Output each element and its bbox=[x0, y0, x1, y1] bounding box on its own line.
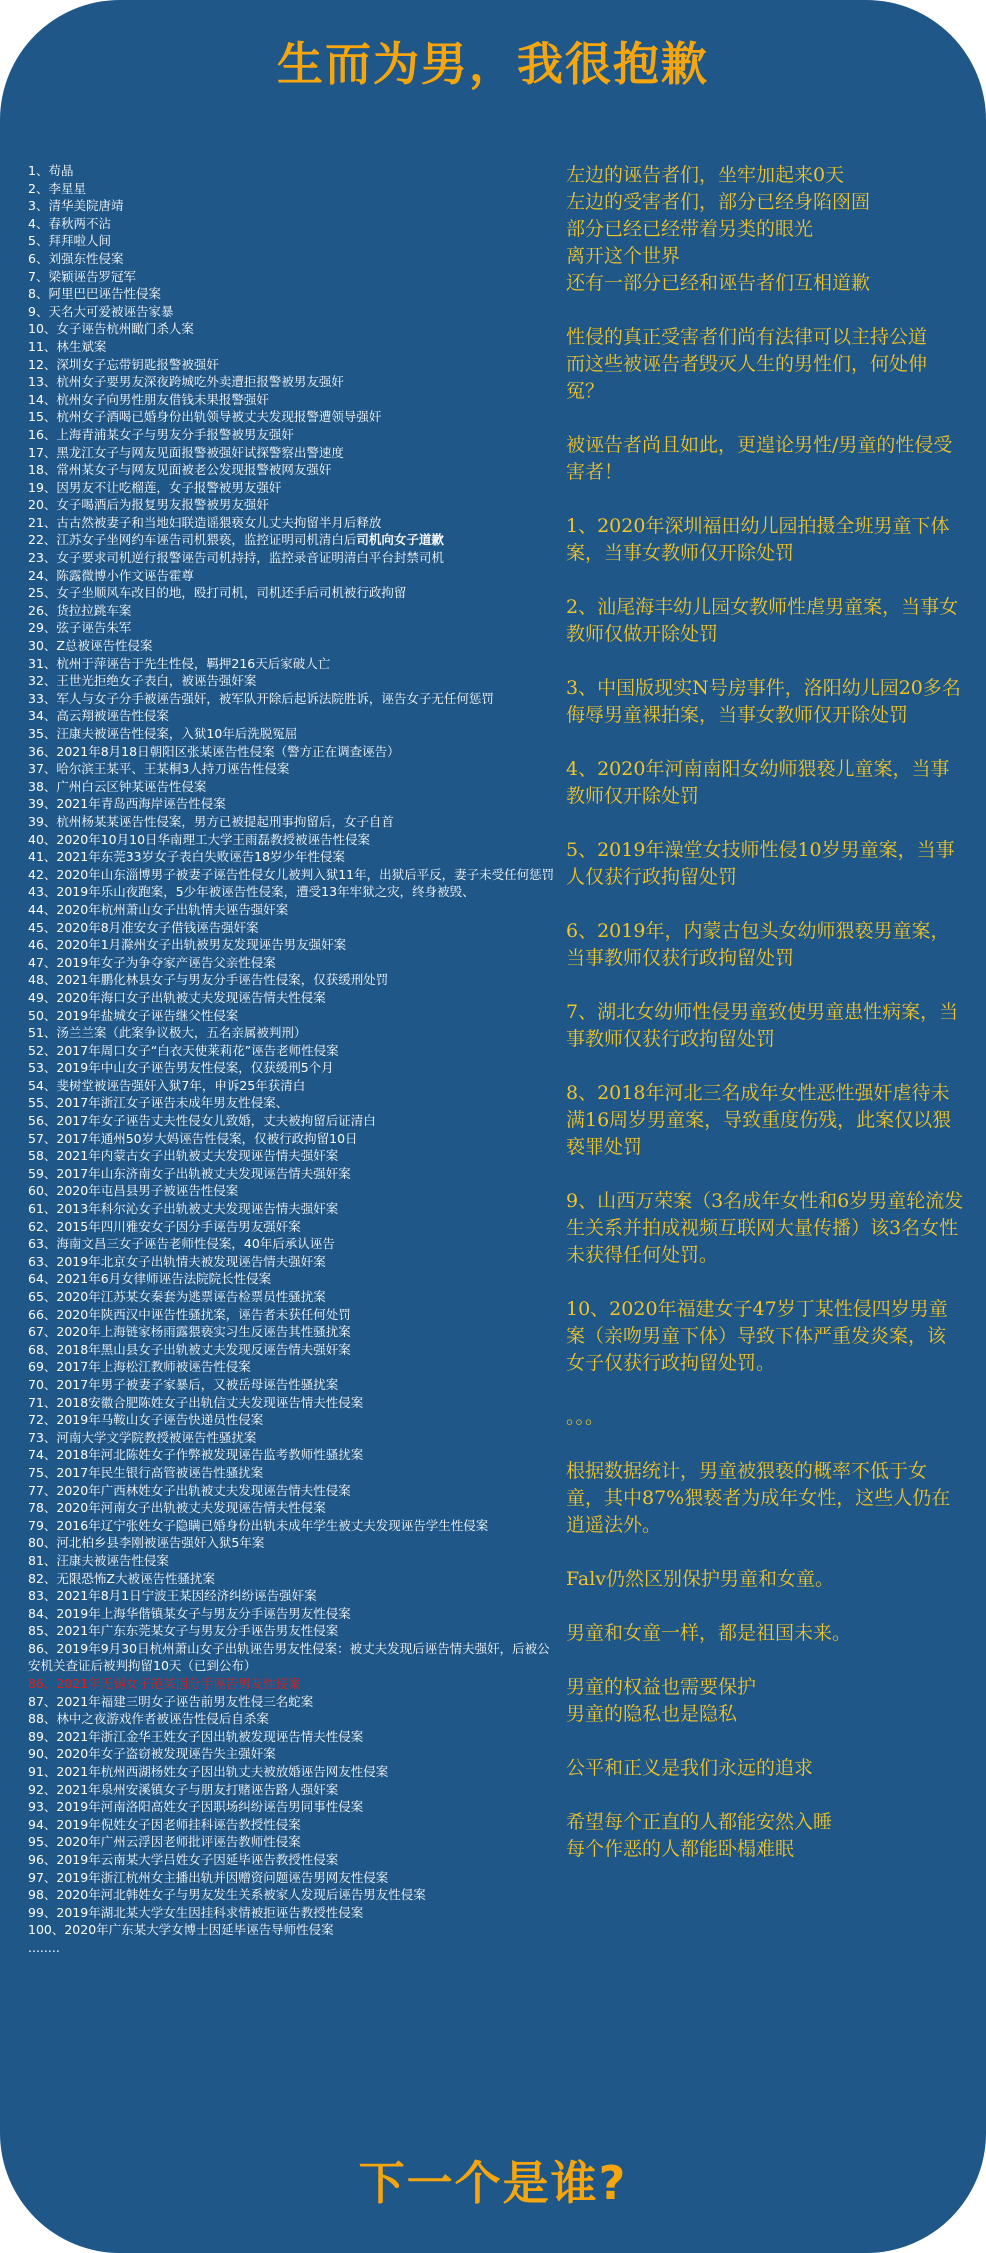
case-list-item bbox=[28, 743, 558, 761]
case-text: 90、2020年女子盗窃被发现诬告失主强奸案 bbox=[28, 1746, 276, 1762]
case-item-9: 9、山西万荣案（3名成年女性和6岁男童轮流发生关系并拍成视频互联网大量传播）该3名女性未获得任何处罚。 bbox=[566, 1190, 964, 1266]
case-list-item bbox=[28, 567, 558, 585]
case-text: 25、女子坐顺风车改目的地，殴打司机，司机还手后司机被行政拘留 bbox=[28, 585, 407, 601]
case-text: 54、斐树堂被诬告强奸入狱7年，申诉25年获清白 bbox=[28, 1077, 306, 1093]
case-list-item bbox=[28, 1429, 558, 1447]
case-list-item bbox=[28, 1182, 558, 1200]
case-text: 73、河南大学文学院教授被诬告性骚扰案 bbox=[28, 1429, 257, 1445]
case-text: 30、Z总被诬告性侵案 bbox=[28, 638, 153, 654]
case-text: 12、深圳女子忘带钥匙报警被强奸 bbox=[28, 356, 219, 372]
case-list-item bbox=[28, 1235, 558, 1253]
case-list-item bbox=[28, 1376, 558, 1394]
case-text: 77、2020年广西林姓女子出轨被丈夫发现诬告情夫性侵案 bbox=[28, 1482, 351, 1498]
case-list-item bbox=[28, 268, 558, 286]
ellipsis-dots: 。。。 bbox=[566, 1406, 605, 1428]
case-text: 75、2017年民生银行高管被诬告性骚扰案 bbox=[28, 1464, 264, 1480]
case-list-item bbox=[28, 936, 558, 954]
case-list-item bbox=[28, 1534, 558, 1552]
case-text: 60、2020年屯昌县男子被诬告性侵案 bbox=[28, 1183, 239, 1199]
case-list-item bbox=[28, 795, 558, 813]
case-text: 62、2015年四川雅安女子因分手诬告男友强奸案 bbox=[28, 1218, 301, 1234]
case-list-item bbox=[28, 602, 558, 620]
case-text: 26、货拉拉跳车案 bbox=[28, 602, 132, 618]
case-text: 94、2019年倪姓女子因老师挂科诬告教授性侵案 bbox=[28, 1816, 301, 1832]
case-text: 3、清华美院唐靖 bbox=[28, 198, 124, 214]
case-text: 81、汪康夫被诬告性侵案 bbox=[28, 1552, 169, 1568]
case-text: 71、2018安徽合肥陈姓女子出轨信丈夫发现诬告情夫性侵案 bbox=[28, 1394, 364, 1410]
case-text: 4、春秋两不沾 bbox=[28, 215, 111, 231]
case-text: 79、2016年辽宁张姓女子隐瞒已婚身份出轨未成年学生被丈夫发现诬告学生性侵案 bbox=[28, 1517, 489, 1533]
case-list-item bbox=[28, 954, 558, 972]
case-text: 97、2019年浙江杭州女主播出轨并因赠资问题诬告男网友性侵案 bbox=[28, 1869, 389, 1885]
case-text: 84、2019年上海华偕镇某女子与男友分手诬告男友性侵案 bbox=[28, 1605, 351, 1621]
law-paragraph: Falv仍然区别保护男童和女童。 bbox=[566, 1568, 835, 1590]
case-list-item bbox=[28, 1165, 558, 1183]
case-text: 5、拜拜啦人间 bbox=[28, 233, 111, 249]
case-list-item bbox=[28, 1710, 558, 1728]
case-list-item bbox=[28, 1394, 558, 1412]
case-list-item bbox=[28, 1833, 558, 1851]
case-list-item bbox=[28, 479, 558, 497]
case-text: 31、杭州于萍诬告于先生性侵，羁押216天后家破人亡 bbox=[28, 655, 331, 671]
case-text: 89、2021年浙江金华王姓女子因出轨被发现诬告情夫性侵案 bbox=[28, 1728, 364, 1744]
case-list-item bbox=[28, 1499, 558, 1517]
case-text: 9、天名大可爱被诬告家暴 bbox=[28, 303, 174, 319]
case-list-item bbox=[28, 707, 558, 725]
case-text: 7、梁颖诬告罗冠军 bbox=[28, 268, 136, 284]
case-text: 86、2021年无锡女子范某因分手诬告男友性侵案 bbox=[28, 1676, 301, 1692]
case-list-item bbox=[28, 320, 558, 338]
case-text: 40、2020年10月10日华南理工大学王雨磊教授被诬告性侵案 bbox=[28, 831, 371, 847]
case-list-item bbox=[28, 866, 558, 884]
case-text: 24、陈露微博小作文诬告霍尊 bbox=[28, 567, 194, 583]
case-highlight: 司机向女子道歉 bbox=[356, 532, 444, 548]
intro-line: 还有一部分已经和诬告者们互相道歉 bbox=[566, 272, 871, 294]
case-list-item bbox=[28, 1781, 558, 1799]
case-list-item bbox=[28, 725, 558, 743]
wish-paragraph bbox=[566, 1809, 964, 1863]
case-text: 58、2021年内蒙古女子出轨被丈夫发现诬告情夫强奸案 bbox=[28, 1148, 339, 1164]
case-text: 59、2017年山东济南女子出轨被丈夫发现诬告情夫强奸案 bbox=[28, 1165, 351, 1181]
case-list-item bbox=[28, 1886, 558, 1904]
case-text: 51、汤兰兰案（此案争议极大，五名亲属被判刑） bbox=[28, 1025, 307, 1041]
case-text: 46、2020年1月滁州女子出轨被男友发现诬告男友强奸案 bbox=[28, 937, 347, 953]
case-list-item bbox=[28, 1605, 558, 1623]
case-text: 99、2019年湖北某大学女生因挂科求情被拒诬告教授性侵案 bbox=[28, 1904, 364, 1920]
wish-line: 每个作恶的人都能卧榻难眠 bbox=[566, 1838, 795, 1860]
case-text: 55、2017年浙江女子诬告未成年男友性侵案、 bbox=[28, 1095, 289, 1111]
case-text: 57、2017年通州50岁大妈诬告性侵案，仅被行政拘留10日 bbox=[28, 1130, 358, 1146]
case-list-item bbox=[28, 232, 558, 250]
case-list-item bbox=[28, 690, 558, 708]
case-text: 20、女子喝酒后为报复男友报警被男友强奸 bbox=[28, 497, 269, 513]
case-item-6: 6、2019年，内蒙古包头女幼师猥亵男童案，当事教师仅获行政拘留处罚 bbox=[566, 920, 950, 969]
case-list-item bbox=[28, 338, 558, 356]
case-list-item bbox=[28, 1218, 558, 1236]
case-text: 36、2021年8月18日朝阳区张某诬告性侵案（警方正在调查诬告） bbox=[28, 743, 400, 759]
case-list-item bbox=[28, 1288, 558, 1306]
case-list-item bbox=[28, 1640, 558, 1675]
case-text: 98、2020年河北韩姓女子与男友发生关系被家人发现后诬告男友性侵案 bbox=[28, 1887, 426, 1903]
rights-line: 男童的权益也需要保护 bbox=[566, 1676, 757, 1698]
rights-paragraph bbox=[566, 1674, 964, 1728]
case-list-item bbox=[28, 391, 558, 409]
case-text: 2、李星星 bbox=[28, 180, 86, 196]
case-text: 63、海南文昌三女子诬告老师性侵案，40年后承认诬告 bbox=[28, 1236, 335, 1252]
case-text: 8、阿里巴巴诬告性侵案 bbox=[28, 286, 161, 302]
case-list-item bbox=[28, 1728, 558, 1746]
case-list-item bbox=[28, 1693, 558, 1711]
case-list-item bbox=[28, 1358, 558, 1376]
case-list-item bbox=[28, 514, 558, 532]
wish-line: 希望每个正直的人都能安然入睡 bbox=[566, 1811, 833, 1833]
case-text: 38、广州白云区钟某诬告性侵案 bbox=[28, 778, 207, 794]
case-text: 44、2020年杭州萧山女子出轨情夫诬告强奸案 bbox=[28, 901, 289, 917]
case-text: 65、2020年江苏某女秦套为逃票诬告检票员性骚扰案 bbox=[28, 1289, 326, 1304]
case-item-5: 5、2019年澡堂女技师性侵10岁男童案，当事人仅获行政拘留处罚 bbox=[566, 839, 955, 888]
case-text: 14、杭州女子向男性朋友借钱未果报警强奸 bbox=[28, 391, 269, 407]
case-list-item bbox=[28, 1411, 558, 1429]
case-text: 32、王世光拒绝女子表白，被诬告强奸案 bbox=[28, 673, 257, 689]
case-list-item bbox=[28, 1306, 558, 1324]
case-text: 88、林中之夜游戏作者被诬告性侵后自杀案 bbox=[28, 1711, 269, 1727]
case-text: 66、2020年陕西汉中诬告性骚扰案，诬告者未获任何处罚 bbox=[28, 1306, 351, 1322]
case-list-item bbox=[28, 1270, 558, 1288]
case-list-item bbox=[28, 813, 558, 831]
case-text: 17、黑龙江女子与网友见面报警被强奸试探警察出警速度 bbox=[28, 444, 344, 460]
case-list-item bbox=[28, 831, 558, 849]
case-text: 48、2021年鹏化林县女子与男友分手诬告性侵案，仅获缓刑处罚 bbox=[28, 972, 389, 988]
case-text: 29、弦子诬告朱军 bbox=[28, 620, 132, 636]
case-text: 37、哈尔滨王某平、王某桐3人持刀诬告性侵案 bbox=[28, 761, 290, 777]
case-text: ........ bbox=[28, 1939, 60, 1955]
case-list-item bbox=[28, 444, 558, 462]
case-list-item bbox=[28, 356, 558, 374]
case-text: 47、2019年女子为争夺家产诬告父亲性侵案 bbox=[28, 954, 276, 970]
case-text: 82、无限恐怖Z大被诬告性骚扰案 bbox=[28, 1570, 215, 1586]
case-text: 74、2018年河北陈姓女子作弊被发现诬告监考教师性骚扰案 bbox=[28, 1447, 364, 1463]
case-list-item bbox=[28, 531, 558, 549]
case-text: 43、2019年乐山夜跑案，5少年被诬告性侵案，遭受13年牢狱之灾，终身被毁、 bbox=[28, 884, 475, 900]
case-list bbox=[28, 162, 558, 1957]
case-list-item bbox=[28, 1059, 558, 1077]
case-item-3: 3、中国版现实N号房事件，洛阳幼儿园20多名侮辱男童裸拍案，当事女教师仅开除处罚 bbox=[566, 677, 961, 726]
case-text: 21、古古然被妻子和当地妇联造谣猥亵女儿丈夫拘留半月后释放 bbox=[28, 514, 382, 530]
case-list-item bbox=[28, 1798, 558, 1816]
case-list-item bbox=[28, 1147, 558, 1165]
case-list-item bbox=[28, 1094, 558, 1112]
case-text: 63、2019年北京女子出轨情夫被发现诬告情夫强奸案 bbox=[28, 1253, 326, 1269]
case-list-item bbox=[28, 285, 558, 303]
case-text: 67、2020年上海链家杨雨露猥亵实习生反诬告其性骚扰案 bbox=[28, 1324, 351, 1340]
case-text: 13、杭州女子要男友深夜跨城吃外卖遭拒报警被男友强奸 bbox=[28, 374, 344, 390]
commentary-column bbox=[566, 162, 964, 1890]
case-list-item bbox=[28, 1112, 558, 1130]
case-item-8: 8、2018年河北三名成年女性恶性强奸虐待未满16周岁男童案，导致重度伤残，此案仅以猥亵罪处罚 bbox=[566, 1082, 952, 1158]
case-list-item bbox=[28, 549, 558, 567]
case-list-item bbox=[28, 1763, 558, 1781]
case-list-item bbox=[28, 1939, 558, 1957]
case-text: 96、2019年云南某大学吕姓女子因延毕诬告教授性侵案 bbox=[28, 1852, 339, 1867]
case-list-item bbox=[28, 848, 558, 866]
case-text: 45、2020年8月准安女子借钱诬告强奸案 bbox=[28, 919, 259, 935]
intro-line: 左边的受害者们，部分已经身陷囹圄 bbox=[566, 191, 871, 213]
case-list-item bbox=[28, 989, 558, 1007]
case-item-4: 4、2020年河南南阳女幼师猥亵儿童案，当事教师仅开除处罚 bbox=[566, 758, 950, 807]
case-list-item bbox=[28, 426, 558, 444]
case-text: 87、2021年福建三明女子诬告前男友性侵三名蛇案 bbox=[28, 1693, 314, 1709]
case-list-item bbox=[28, 672, 558, 690]
case-text: 1、苟晶 bbox=[28, 163, 74, 178]
case-list-item bbox=[28, 971, 558, 989]
case-text: 83、2021年8月1日宁波王某因经济纠纷诬告强奸案 bbox=[28, 1588, 317, 1604]
case-text: 92、2021年泉州安溪镇女子与朋友打赌诬告路人强奸案 bbox=[28, 1781, 339, 1797]
case-list-item bbox=[28, 1552, 558, 1570]
case-list-item bbox=[28, 373, 558, 391]
case-list-item bbox=[28, 1024, 558, 1042]
intro-line: 离开这个世界 bbox=[566, 245, 681, 267]
case-text: 93、2019年河南洛阳高姓女子因职场纠纷诬告男同事性侵案 bbox=[28, 1799, 364, 1815]
case-list-item bbox=[28, 1200, 558, 1218]
case-text: 78、2020年河南女子出轨被丈夫发现诬告情夫性侵案 bbox=[28, 1500, 326, 1516]
case-text: 6、刘强东性侵案 bbox=[28, 250, 124, 266]
case-list-item bbox=[28, 1675, 558, 1693]
case-text: 34、高云翔被诬告性侵案 bbox=[28, 708, 169, 724]
case-text: 50、2019年盐城女子诬告继父性侵案 bbox=[28, 1007, 239, 1023]
male-victims-paragraph: 被诬告者尚且如此，更遑论男性/男童的性侵受害者！ bbox=[566, 434, 953, 483]
case-text: 10、女子诬告杭州瞰门杀人案 bbox=[28, 321, 194, 337]
case-text: 39、杭州杨某某诬告性侵案，男方已被提起刑事拘留后，女子自首 bbox=[28, 813, 394, 829]
case-text: 100、2020年广东某大学女博士因延毕诬告导师性侵案 bbox=[28, 1922, 334, 1938]
case-text: 16、上海青浦某女子与男友分手报警被男友强奸 bbox=[28, 426, 294, 442]
case-text: 72、2019年马鞍山女子诬告快递员性侵案 bbox=[28, 1412, 264, 1428]
case-list-item bbox=[28, 1921, 558, 1939]
case-list-item bbox=[28, 1587, 558, 1605]
intro-line: 部分已经已经带着另类的眼光 bbox=[566, 218, 814, 240]
case-text: 85、2021年广东东莞某女子与男友分手诬告男友性侵案 bbox=[28, 1623, 339, 1639]
case-list-item bbox=[28, 1077, 558, 1095]
future-paragraph: 男童和女童一样，都是祖国未来。 bbox=[566, 1622, 852, 1644]
case-list-item bbox=[28, 1851, 558, 1869]
case-list-item bbox=[28, 655, 558, 673]
case-text: 56、2017年女子诬告丈夫性侵女儿致婚，丈夫被拘留后证清白 bbox=[28, 1113, 376, 1129]
case-text: 53、2019年中山女子诬告男友性侵案，仅获缓刑5个月 bbox=[28, 1060, 334, 1076]
case-text: 42、2020年山东淄博男子被妻子诬告性侵女儿被判入狱11年，出狱后平反，妻子未受任何惩罚 bbox=[28, 866, 555, 882]
case-text: 61、2013年科尔沁女子出轨被丈夫发现诬告情夫强奸案 bbox=[28, 1201, 339, 1217]
case-text: 33、军人与女子分手被诬告强奸，被军队开除后起诉法院胜诉，诬告女子无任何惩罚 bbox=[28, 690, 494, 706]
case-list-item bbox=[28, 1042, 558, 1060]
case-list-item bbox=[28, 1007, 558, 1025]
rights-line: 男童的隐私也是隐私 bbox=[566, 1703, 738, 1725]
case-text: 91、2021年杭州西湖杨姓女子因出轨丈夫被放婚诬告网友性侵案 bbox=[28, 1764, 389, 1780]
case-text: 41、2021年东莞33岁女子表白失败诬告18岁少年性侵案 bbox=[28, 849, 346, 865]
justice-paragraph: 公平和正义是我们永远的追求 bbox=[566, 1757, 814, 1779]
case-text: 11、林生斌案 bbox=[28, 338, 107, 354]
case-text: 49、2020年海口女子出轨被丈夫发现诬告情夫性侵案 bbox=[28, 989, 326, 1005]
case-list-item bbox=[28, 1130, 558, 1148]
poster-title: 生而为男，我很抱歉 bbox=[277, 37, 709, 91]
case-text: 70、2017年男子被妻子家暴后，又被岳母诬告性骚扰案 bbox=[28, 1376, 339, 1392]
case-text: 80、河北柏乡县李刚被诬告强奸入狱5年案 bbox=[28, 1535, 265, 1551]
case-text: 18、常州某女子与网友见面被老公发现报警被网友强奸 bbox=[28, 462, 332, 478]
case-item-2: 2、汕尾海丰幼儿园女教师性虐男童案，当事女教师仅做开除处罚 bbox=[566, 596, 959, 645]
case-list-item bbox=[28, 215, 558, 233]
case-list-item bbox=[28, 778, 558, 796]
case-list-item bbox=[28, 250, 558, 268]
case-list-item bbox=[28, 1323, 558, 1341]
case-list-item bbox=[28, 1446, 558, 1464]
case-text: 35、汪康夫被诬告性侵案，入狱10年后洗脱冤屈 bbox=[28, 726, 298, 741]
case-text: 86、2019年9月30日杭州萧山女子出轨诬告男友性侵案：被丈夫发现后诬告情夫强奸，后被公安机关查证后被判拘留10天（已到公布） bbox=[28, 1640, 550, 1674]
intro-line: 左边的诬告者们，坐牢加起来0天 bbox=[566, 164, 845, 186]
case-list-item bbox=[28, 1464, 558, 1482]
case-item-7: 7、湖北女幼师性侵男童致使男童患性病案，当事教师仅获行政拘留处罚 bbox=[566, 1001, 959, 1050]
intro-paragraph bbox=[566, 162, 964, 297]
case-text: 69、2017年上海松江教师被诬告性侵案 bbox=[28, 1359, 251, 1375]
case-list-item bbox=[28, 637, 558, 655]
statistics-paragraph: 根据数据统计，男童被猥亵的概率不低于女童，其中87%猥亵者为成年女性，这些人仍在逍遥法外。 bbox=[566, 1460, 951, 1536]
case-list-item bbox=[28, 1904, 558, 1922]
case-text: 95、2020年广州云浮因老师批评诬告教师性侵案 bbox=[28, 1834, 301, 1850]
case-list-item bbox=[28, 901, 558, 919]
case-list-item bbox=[28, 408, 558, 426]
case-list-item bbox=[28, 1253, 558, 1271]
case-text: 64、2021年6月女律师诬告法院院长性侵案 bbox=[28, 1271, 272, 1287]
case-list-item bbox=[28, 1517, 558, 1535]
case-list-item bbox=[28, 162, 558, 180]
case-list-item bbox=[28, 496, 558, 514]
case-text: 68、2018年黑山县女子出轨被丈夫发现反诬告情夫强奸案 bbox=[28, 1341, 351, 1357]
case-list-item bbox=[28, 1341, 558, 1359]
case-text: 52、2017年周口女子“白衣天使莱莉花”诬告老师性侵案 bbox=[28, 1042, 339, 1058]
case-list-item bbox=[28, 1622, 558, 1640]
case-list-item bbox=[28, 760, 558, 778]
case-list-item bbox=[28, 303, 558, 321]
case-list-item bbox=[28, 461, 558, 479]
case-text: 15、杭州女子酒喝已婚身份出轨领导被丈夫发现报警遭领导强奸 bbox=[28, 409, 382, 425]
case-list-item bbox=[28, 1745, 558, 1763]
case-list-item bbox=[28, 584, 558, 602]
case-list-item bbox=[28, 919, 558, 937]
case-list-item bbox=[28, 197, 558, 215]
case-list-item bbox=[28, 1570, 558, 1588]
case-list-item bbox=[28, 1869, 558, 1887]
case-item-1: 1、2020年深圳福田幼儿园拍摄全班男童下体案，当事女教师仅开除处罚 bbox=[566, 515, 950, 564]
case-list-item bbox=[28, 180, 558, 198]
case-text: 39、2021年青岛西海岸诬告性侵案 bbox=[28, 796, 226, 812]
case-list-item bbox=[28, 1482, 558, 1500]
case-list-item bbox=[28, 1816, 558, 1834]
case-item-10: 10、2020年福建女子47岁丁某性侵四岁男童案（亲吻男童下体）导致下体严重发炎案，该女子仅获行政拘留处罚。 bbox=[566, 1298, 948, 1374]
case-list-item bbox=[28, 883, 558, 901]
poster-footer: 下一个是谁? bbox=[358, 2156, 628, 2210]
case-text: 22、江苏女子坐网约车诬告司机猥亵，监控证明司机清白后 bbox=[28, 532, 357, 548]
case-list-item bbox=[28, 619, 558, 637]
true-victims-paragraph: 性侵的真正受害者们尚有法律可以主持公道 而这些被诬告者毁灭人生的男性们，何处伸冤？ bbox=[566, 326, 928, 402]
case-text: 19、因男友不让吃榴莲，女子报警被男友强奸 bbox=[28, 479, 282, 495]
case-text: 23、女子要求司机逆行报警诬告司机持持，监控录音证明清白平台封禁司机 bbox=[28, 550, 444, 566]
